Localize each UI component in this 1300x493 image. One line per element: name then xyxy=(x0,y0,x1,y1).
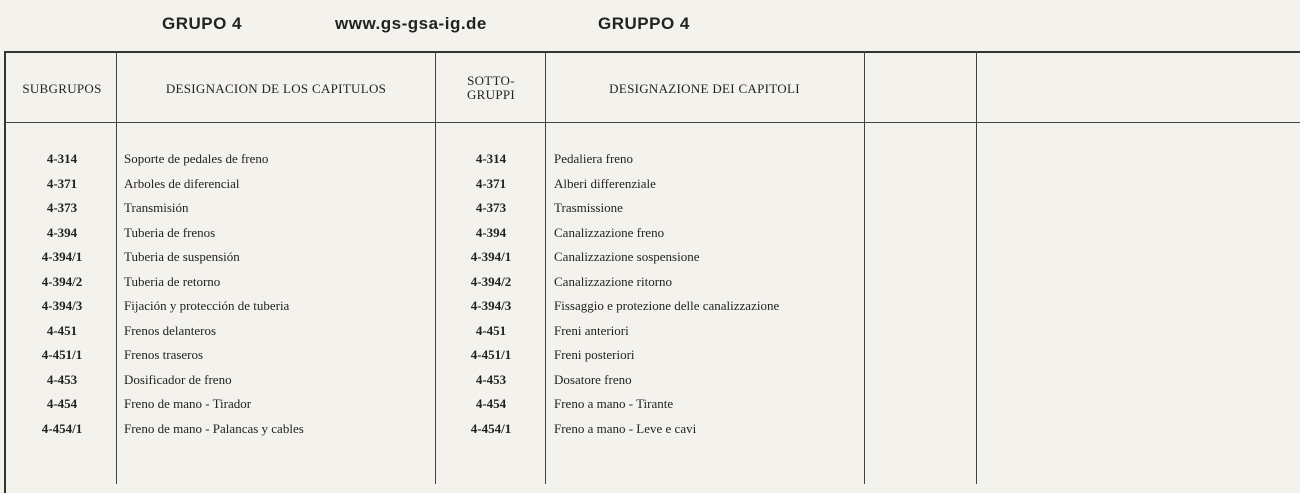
column-header-designazione: DESIGNAZIONE DEI CAPITOLI xyxy=(609,81,800,96)
table-row xyxy=(0,323,1300,347)
table-row xyxy=(0,396,1300,420)
chapter-name-it: Fissaggio e protezione delle canalizzazione xyxy=(554,298,780,313)
subgroup-code-es: 4-371 xyxy=(46,175,78,191)
column-header-sotto-line2: GRUPPI xyxy=(466,87,516,102)
chapter-name-es: Frenos delanteros xyxy=(124,322,217,338)
chapter-name-it: Alberi differenziale xyxy=(554,175,656,191)
table-row xyxy=(0,176,1300,200)
chapter-name-es: Frenos traseros xyxy=(124,347,204,362)
subgroup-code-es: 4-394 xyxy=(46,224,78,240)
subgroup-code-it: 4-394 xyxy=(475,224,507,240)
table-row xyxy=(0,274,1300,298)
subgroup-code-it: 4-451/1 xyxy=(470,347,512,362)
chapter-name-it: Trasmissione xyxy=(554,200,623,215)
chapter-name-es: Dosificador de freno xyxy=(124,371,232,387)
chapter-name-it: Freno a mano - Leve e cavi xyxy=(554,420,697,436)
header-divider xyxy=(5,122,1300,123)
chapter-name-es: Tuberia de frenos xyxy=(124,224,216,240)
chapter-name-es: Freno de mano - Palancas y cables xyxy=(124,420,304,436)
subgroup-code-es: 4-451/1 xyxy=(41,347,83,362)
chapter-name-it: Freni posteriori xyxy=(554,347,635,362)
chapter-name-es: Tuberia de retorno xyxy=(124,273,221,289)
subgroup-code-es: 4-394/2 xyxy=(41,273,83,289)
chapter-name-es: Tuberia de suspensión xyxy=(124,249,240,264)
table-row xyxy=(0,249,1300,273)
subgroup-code-es: 4-373 xyxy=(46,200,78,215)
subgroup-code-it: 4-314 xyxy=(475,151,507,166)
table-row xyxy=(0,298,1300,322)
table-row xyxy=(0,421,1300,445)
subgroup-code-it: 4-394/3 xyxy=(470,298,512,313)
table-row xyxy=(0,200,1300,224)
website-url: www.gs-gsa-ig.de xyxy=(335,14,487,33)
chapter-name-es: Transmisión xyxy=(124,200,189,215)
chapter-name-es: Soporte de pedales de freno xyxy=(124,151,269,166)
subgroup-code-it: 4-394/1 xyxy=(470,249,512,264)
group-title-es: GRUPO 4 xyxy=(162,14,243,33)
group-title-it: GRUPPO 4 xyxy=(598,14,690,33)
chapter-name-es: Arboles de diferencial xyxy=(124,175,240,191)
subgroup-code-it: 4-454/1 xyxy=(470,420,512,436)
column-header-sotto-line1: SOTTO- xyxy=(467,73,515,88)
chapter-name-it: Canalizzazione ritorno xyxy=(554,273,673,289)
subgroup-code-es: 4-454 xyxy=(46,396,78,411)
subgroup-code-it: 4-394/2 xyxy=(470,273,512,289)
table-row xyxy=(0,347,1300,371)
chapter-name-es: Freno de mano - Tirador xyxy=(124,396,252,411)
table-row xyxy=(0,225,1300,249)
column-header-sottogruppi xyxy=(437,74,545,102)
table-row xyxy=(0,372,1300,396)
chapter-name-it: Canalizzazione sospensione xyxy=(554,249,700,264)
table-row xyxy=(0,151,1300,175)
subgroup-code-es: 4-453 xyxy=(46,371,78,387)
subgroup-code-es: 4-451 xyxy=(46,322,78,338)
subgroup-code-it: 4-454 xyxy=(475,396,507,411)
subgroup-code-it: 4-453 xyxy=(475,371,507,387)
chapter-name-it: Pedaliera freno xyxy=(554,151,634,166)
chapter-name-it: Freno a mano - Tirante xyxy=(554,396,674,411)
chapter-name-it: Freni anteriori xyxy=(554,322,629,338)
chapter-name-it: Canalizzazione freno xyxy=(554,224,665,240)
subgroup-code-it: 4-371 xyxy=(475,175,507,191)
subgroup-code-es: 4-394/3 xyxy=(41,298,83,313)
subgroup-code-it: 4-373 xyxy=(475,200,507,215)
subgroup-code-es: 4-394/1 xyxy=(41,249,83,264)
column-header-subgrupos: SUBGRUPOS xyxy=(22,81,102,96)
chapter-name-es: Fijación y protección de tuberia xyxy=(124,298,290,313)
column-header-designacion: DESIGNACION DE LOS CAPITULOS xyxy=(165,81,387,96)
subgroup-code-it: 4-451 xyxy=(475,322,507,338)
subgroup-code-es: 4-314 xyxy=(46,151,78,166)
subgroup-code-es: 4-454/1 xyxy=(41,420,83,436)
chapter-name-it: Dosatore freno xyxy=(554,371,632,387)
